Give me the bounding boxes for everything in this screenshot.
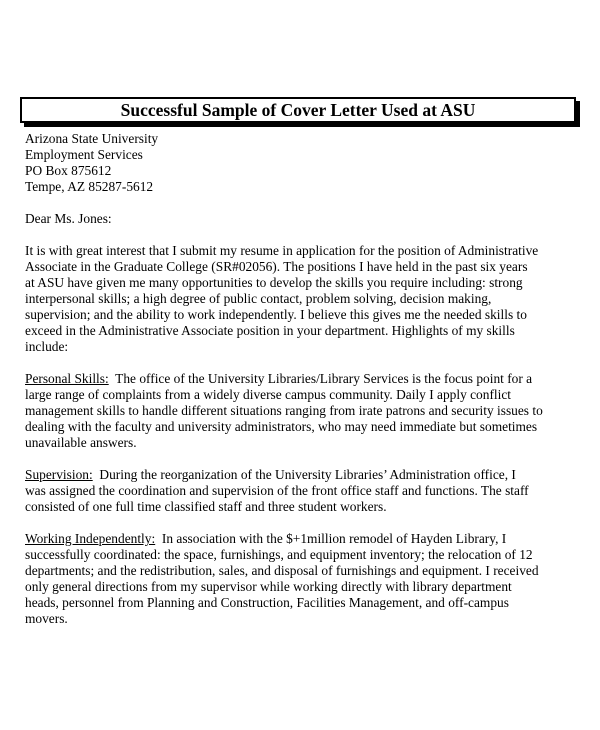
- section-heading-working-independently: Working Independently:: [25, 531, 156, 546]
- intro-line: exceed in the Administrative Associate position in your department. Highlights of my skills: [25, 323, 515, 338]
- section-first-line: [25, 531, 585, 547]
- section-first-line-text: The office of the University Libraries/Library Services is the focus point for a: [108, 371, 533, 386]
- section-first-line: [25, 371, 585, 387]
- section-line: heads, personnel from Planning and Construction, Facilities Management, and off-campus: [25, 595, 509, 610]
- working-independently-paragraph: [25, 531, 585, 627]
- section-heading-personal-skills: Personal Skills:: [25, 371, 109, 386]
- section-line: successfully coordinated: the space, furnishings, and equipment inventory; the relocation of 12: [25, 547, 533, 562]
- section-first-line-text: During the reorganization of the University Libraries’ Administration office, I: [92, 467, 516, 482]
- address-line: PO Box 875612: [25, 163, 112, 178]
- section-line: departments; and the redistribution, sales, and disposal of furnishings and equipment. I received: [25, 563, 539, 578]
- cover-letter: [25, 131, 585, 627]
- intro-line: include:: [25, 339, 69, 354]
- recipient-address: [25, 131, 585, 195]
- address-line: Tempe, AZ 85287-5612: [25, 179, 154, 194]
- intro-line: Associate in the Graduate College (SR#02056). The positions I have held in the past six years: [25, 259, 528, 274]
- section-line: management skills to handle different situations ranging from irate patrons and security issues to: [25, 403, 543, 418]
- intro-line: supervision; and the ability to work independently. I believe this gives me the needed skills to: [25, 307, 527, 322]
- intro-line: interpersonal skills; a high degree of public contact, problem solving, decision making,: [25, 291, 492, 306]
- section-first-line: [25, 467, 585, 483]
- intro-paragraph: [25, 243, 585, 355]
- section-line: movers.: [25, 611, 68, 626]
- intro-line: at ASU have given me many opportunities to develop the skills you require including: strong: [25, 275, 523, 290]
- section-line: was assigned the coordination and supervision of the front office staff and functions. The staff: [25, 483, 529, 498]
- document-title: Successful Sample of Cover Letter Used at ASU: [20, 97, 576, 123]
- supervision-paragraph: [25, 467, 585, 515]
- title-banner: [20, 97, 578, 127]
- section-line: unavailable answers.: [25, 435, 137, 450]
- intro-line: It is with great interest that I submit my resume in application for the position of Administrative: [25, 243, 539, 258]
- section-heading-supervision: Supervision:: [25, 467, 93, 482]
- section-line: large range of complaints from a widely diverse campus community. Daily I apply conflict: [25, 387, 512, 402]
- section-line: dealing with the faculty and university administrators, who may need immediate but sometimes: [25, 419, 538, 434]
- section-first-line-text: In association with the $+1million remodel of Hayden Library, I: [155, 531, 507, 546]
- salutation: Dear Ms. Jones:: [25, 211, 112, 226]
- personal-skills-paragraph: [25, 371, 585, 451]
- address-line: Arizona State University: [25, 131, 159, 146]
- section-line: only general directions from my supervisor while working directly with library department: [25, 579, 512, 594]
- section-line: consisted of one full time classified staff and three student workers.: [25, 499, 387, 514]
- address-line: Employment Services: [25, 147, 143, 162]
